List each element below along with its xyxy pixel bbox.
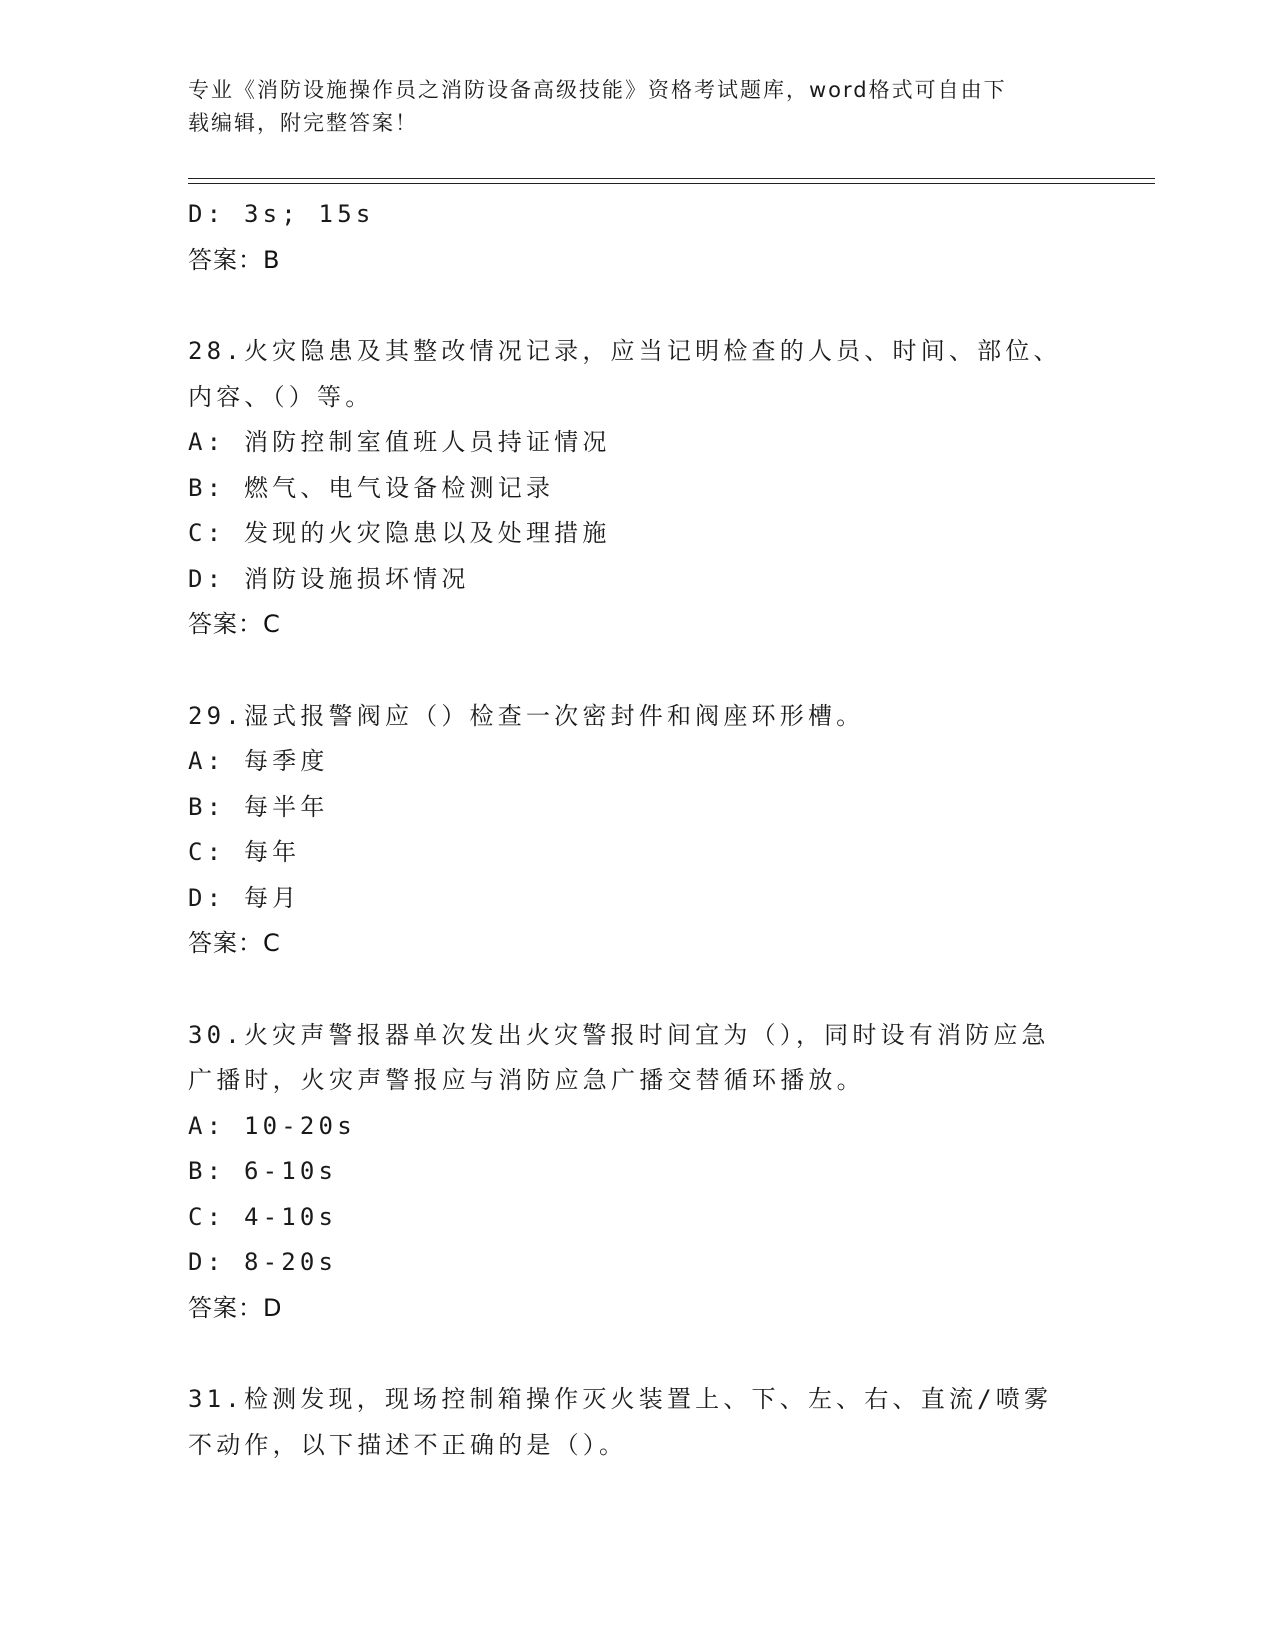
carryover-block [188,192,1088,283]
question-stem: 不动作，以下描述不正确的是（）。 [188,1430,628,1459]
document-header [188,74,1088,140]
question-stem: 31.检测发现，现场控制箱操作灭火装置上、下、左、右、直流/喷雾 [188,1385,1053,1413]
option-a: A: 消防控制室值班人员持证情况 [188,428,611,456]
option-c: C: 每年 [188,838,301,866]
question-stem: 内容、（）等。 [188,382,374,411]
question-stem: 广播时，火灾声警报应与消防应急广播交替循环播放。 [188,1066,865,1094]
question-29 [188,694,1088,967]
header-divider-bottom [188,183,1155,184]
question-stem: 28.火灾隐患及其整改情况记录，应当记明检查的人员、时间、部位、 [188,337,1062,365]
question-stem: 30.火灾声警报器单次发出火灾警报时间宜为（），同时设有消防应急 [188,1020,1050,1049]
header-line-1: 专业《消防设施操作员之消防设备高级技能》资格考试题库，word格式可自由下 [188,78,1007,102]
header-line-2: 载编辑，附完整答案！ [188,111,418,135]
option-c: C: 发现的火灾隐患以及处理措施 [188,519,611,547]
question-list [188,192,1088,1468]
option-d: D: 8-20s [188,1248,338,1276]
option-b: B: 燃气、电气设备检测记录 [188,473,555,502]
header-divider-top [188,178,1155,179]
option-a: A: 每季度 [188,747,329,775]
option-d: D: 每月 [188,883,301,912]
option-a: A: 10-20s [188,1111,356,1140]
question-stem: 29.湿式报警阀应（）检查一次密封件和阀座环形槽。 [188,701,865,730]
option-d: D: 3s; 15s [188,200,375,228]
option-c: C: 4-10s [188,1202,338,1231]
option-b: B: 6-10s [188,1157,338,1185]
option-d: D: 消防设施损坏情况 [188,564,470,593]
question-31 [188,1377,1088,1468]
answer-line: 答案：D [188,1293,283,1322]
question-28 [188,329,1088,648]
option-b: B: 每半年 [188,792,329,821]
question-30 [188,1013,1088,1332]
answer-line: 答案：C [188,610,281,638]
answer-line: 答案：B [188,245,281,274]
answer-line: 答案：C [188,929,281,957]
